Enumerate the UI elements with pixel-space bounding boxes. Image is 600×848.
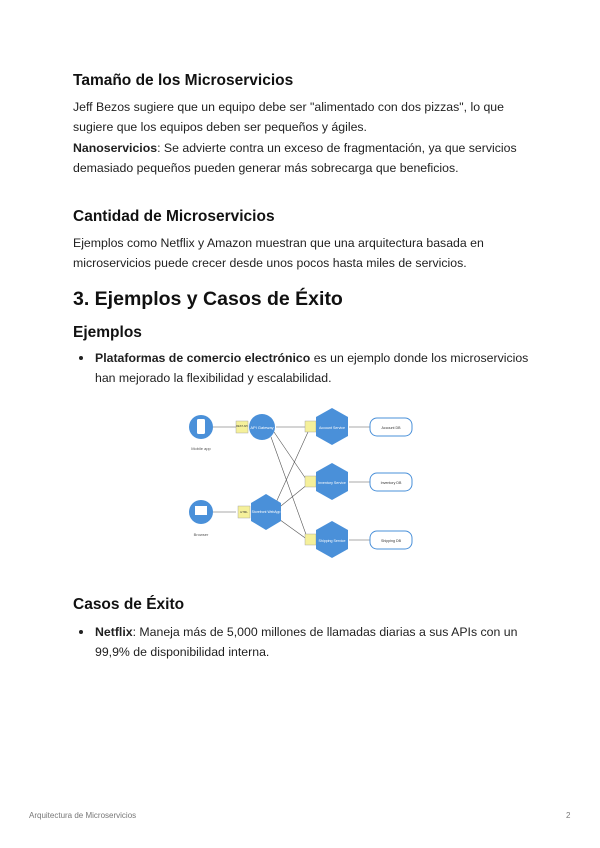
examples-heading: Ejemplos [73,324,142,341]
success-text: : Maneja más de 5,000 millones de llamadas diarias a sus APIs con un 99,9% de disponibilidad interna. [95,625,518,659]
count-heading: Cantidad de Microservicios [73,208,275,225]
list-item [73,348,533,388]
account-service-label: Account Service [319,426,345,430]
account-rest-adapter [305,421,316,432]
account-db-label: Account DB [381,426,401,430]
phone-icon [197,419,205,434]
inventory-rest-adapter [305,476,316,487]
size-paragraph: Jeff Bezos sugiere que un equipo debe ser "alimentado con dos pizzas", lo que sugiere que los equipos deben ser pequeños y ágiles. [73,100,504,134]
example-text: es un ejemplo donde los microservicios han mejorado la flexibilidad y escalabilidad. [95,351,529,385]
list-item [73,622,533,662]
inventory-db-label: Inventory DB [380,481,402,485]
nano-text: : Se advierte contra un exceso de fragmentación, ya que servicios demasiado pequeños pueden generar más sobrecarga que beneficios. [73,141,517,175]
nano-paragraph [73,138,528,178]
count-paragraph: Ejemplos como Netflix y Amazon muestran que una arquitectura basada en microservicios puede crecer desde unos pocos hasta miles de servicios. [73,236,484,270]
browser-label: Browser [193,532,209,537]
example-term: Plataformas de comercio electrónico [95,351,311,365]
edge-storefront-account [274,432,308,507]
rest-adapter-label: REST API [236,425,248,428]
monitor-icon [195,506,207,515]
shipping-service-label: Shipping Service [318,539,346,543]
edge-gateway-inventory [274,432,308,482]
architecture-diagram [186,402,421,567]
success-list [73,622,533,662]
success-term: Netflix [95,625,133,639]
page-number: 2 [566,811,571,820]
mobile-label: Mobile app [191,446,211,451]
shipping-rest-adapter [305,534,316,545]
shipping-db-label: Shipping DB [381,539,401,543]
success-heading: Casos de Éxito [73,596,185,613]
storefront-label: Storefront WebApp [251,510,281,514]
examples-section-heading: 3. Ejemplos y Casos de Éxito [73,288,343,310]
inventory-service-label: Inventory Service [318,481,346,485]
html-adapter-label: HTML [240,510,248,514]
footer-title: Arquitectura de Microservicios [29,811,137,820]
bullet-icon [79,356,83,360]
nano-term: Nanoservicios [73,141,158,155]
size-heading: Tamaño de los Microservicios [73,72,294,89]
bullet-icon [79,630,83,634]
gateway-label: API Gateway [250,425,274,430]
examples-list [73,348,533,388]
